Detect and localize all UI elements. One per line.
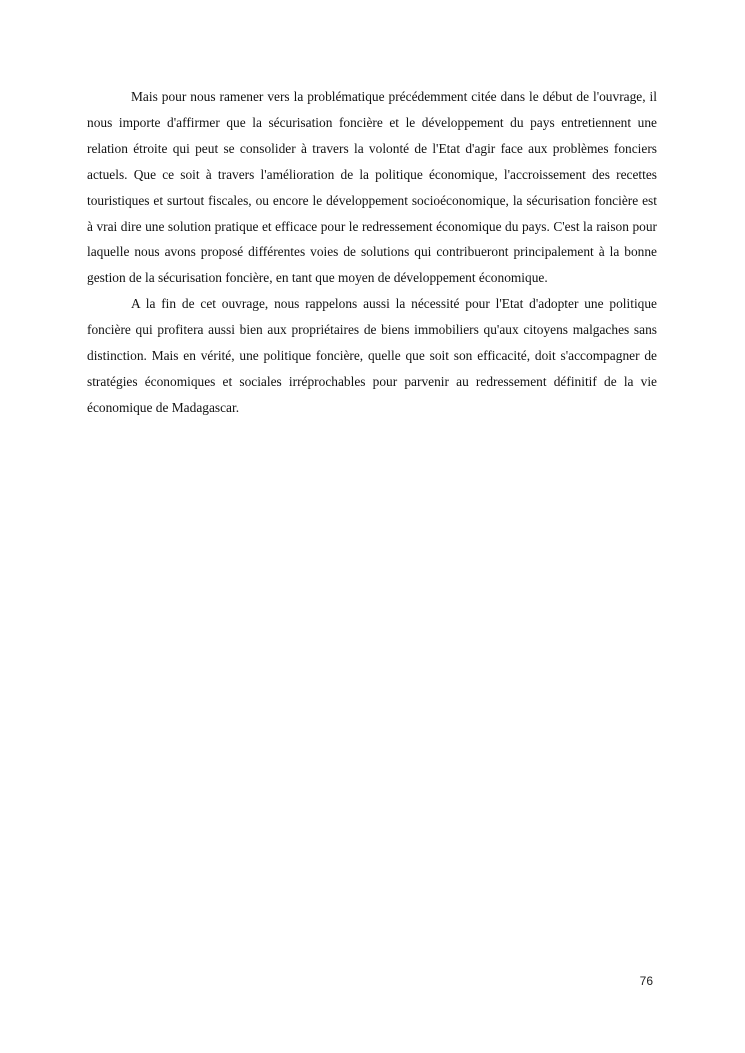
body-text xyxy=(87,84,657,421)
page-number: 76 xyxy=(639,974,653,988)
paragraph-2: A la fin de cet ouvrage, nous rappelons aussi la nécessité pour l'Etat d'adopter une politique foncière qui profitera aussi bien aux propriétaires de biens immobiliers qu'aux citoyens malgaches sans distinction. Mais en vérité, une politique foncière, quelle que soit son efficacité, doit s'accompagner de stratégies économiques et sociales irréprochables pour parvenir au redressement définitif de la vie économique de Madagascar. xyxy=(87,296,657,415)
paragraph-1: Mais pour nous ramener vers la problématique précédemment citée dans le début de l'ouvrage, il nous importe d'affirmer que la sécurisation foncière et le développement du pays entretiennent une relation étroite qui peut se consolider à travers la volonté de l'Etat d'agir face aux problèmes fonciers actuels. Que ce soit à travers l'amélioration de la politique économique, l'accroissement des recettes touristiques et surtout fiscales, ou encore le développement socioéconomique, la sécurisation foncière est à vrai dire une solution pratique et efficace pour le redressement économique du pays. C'est la raison pour laquelle nous avons proposé différentes voies de solutions qui contribueront principalement à la bonne gestion de la sécurisation foncière, en tant que moyen de développement économique. xyxy=(87,89,657,286)
